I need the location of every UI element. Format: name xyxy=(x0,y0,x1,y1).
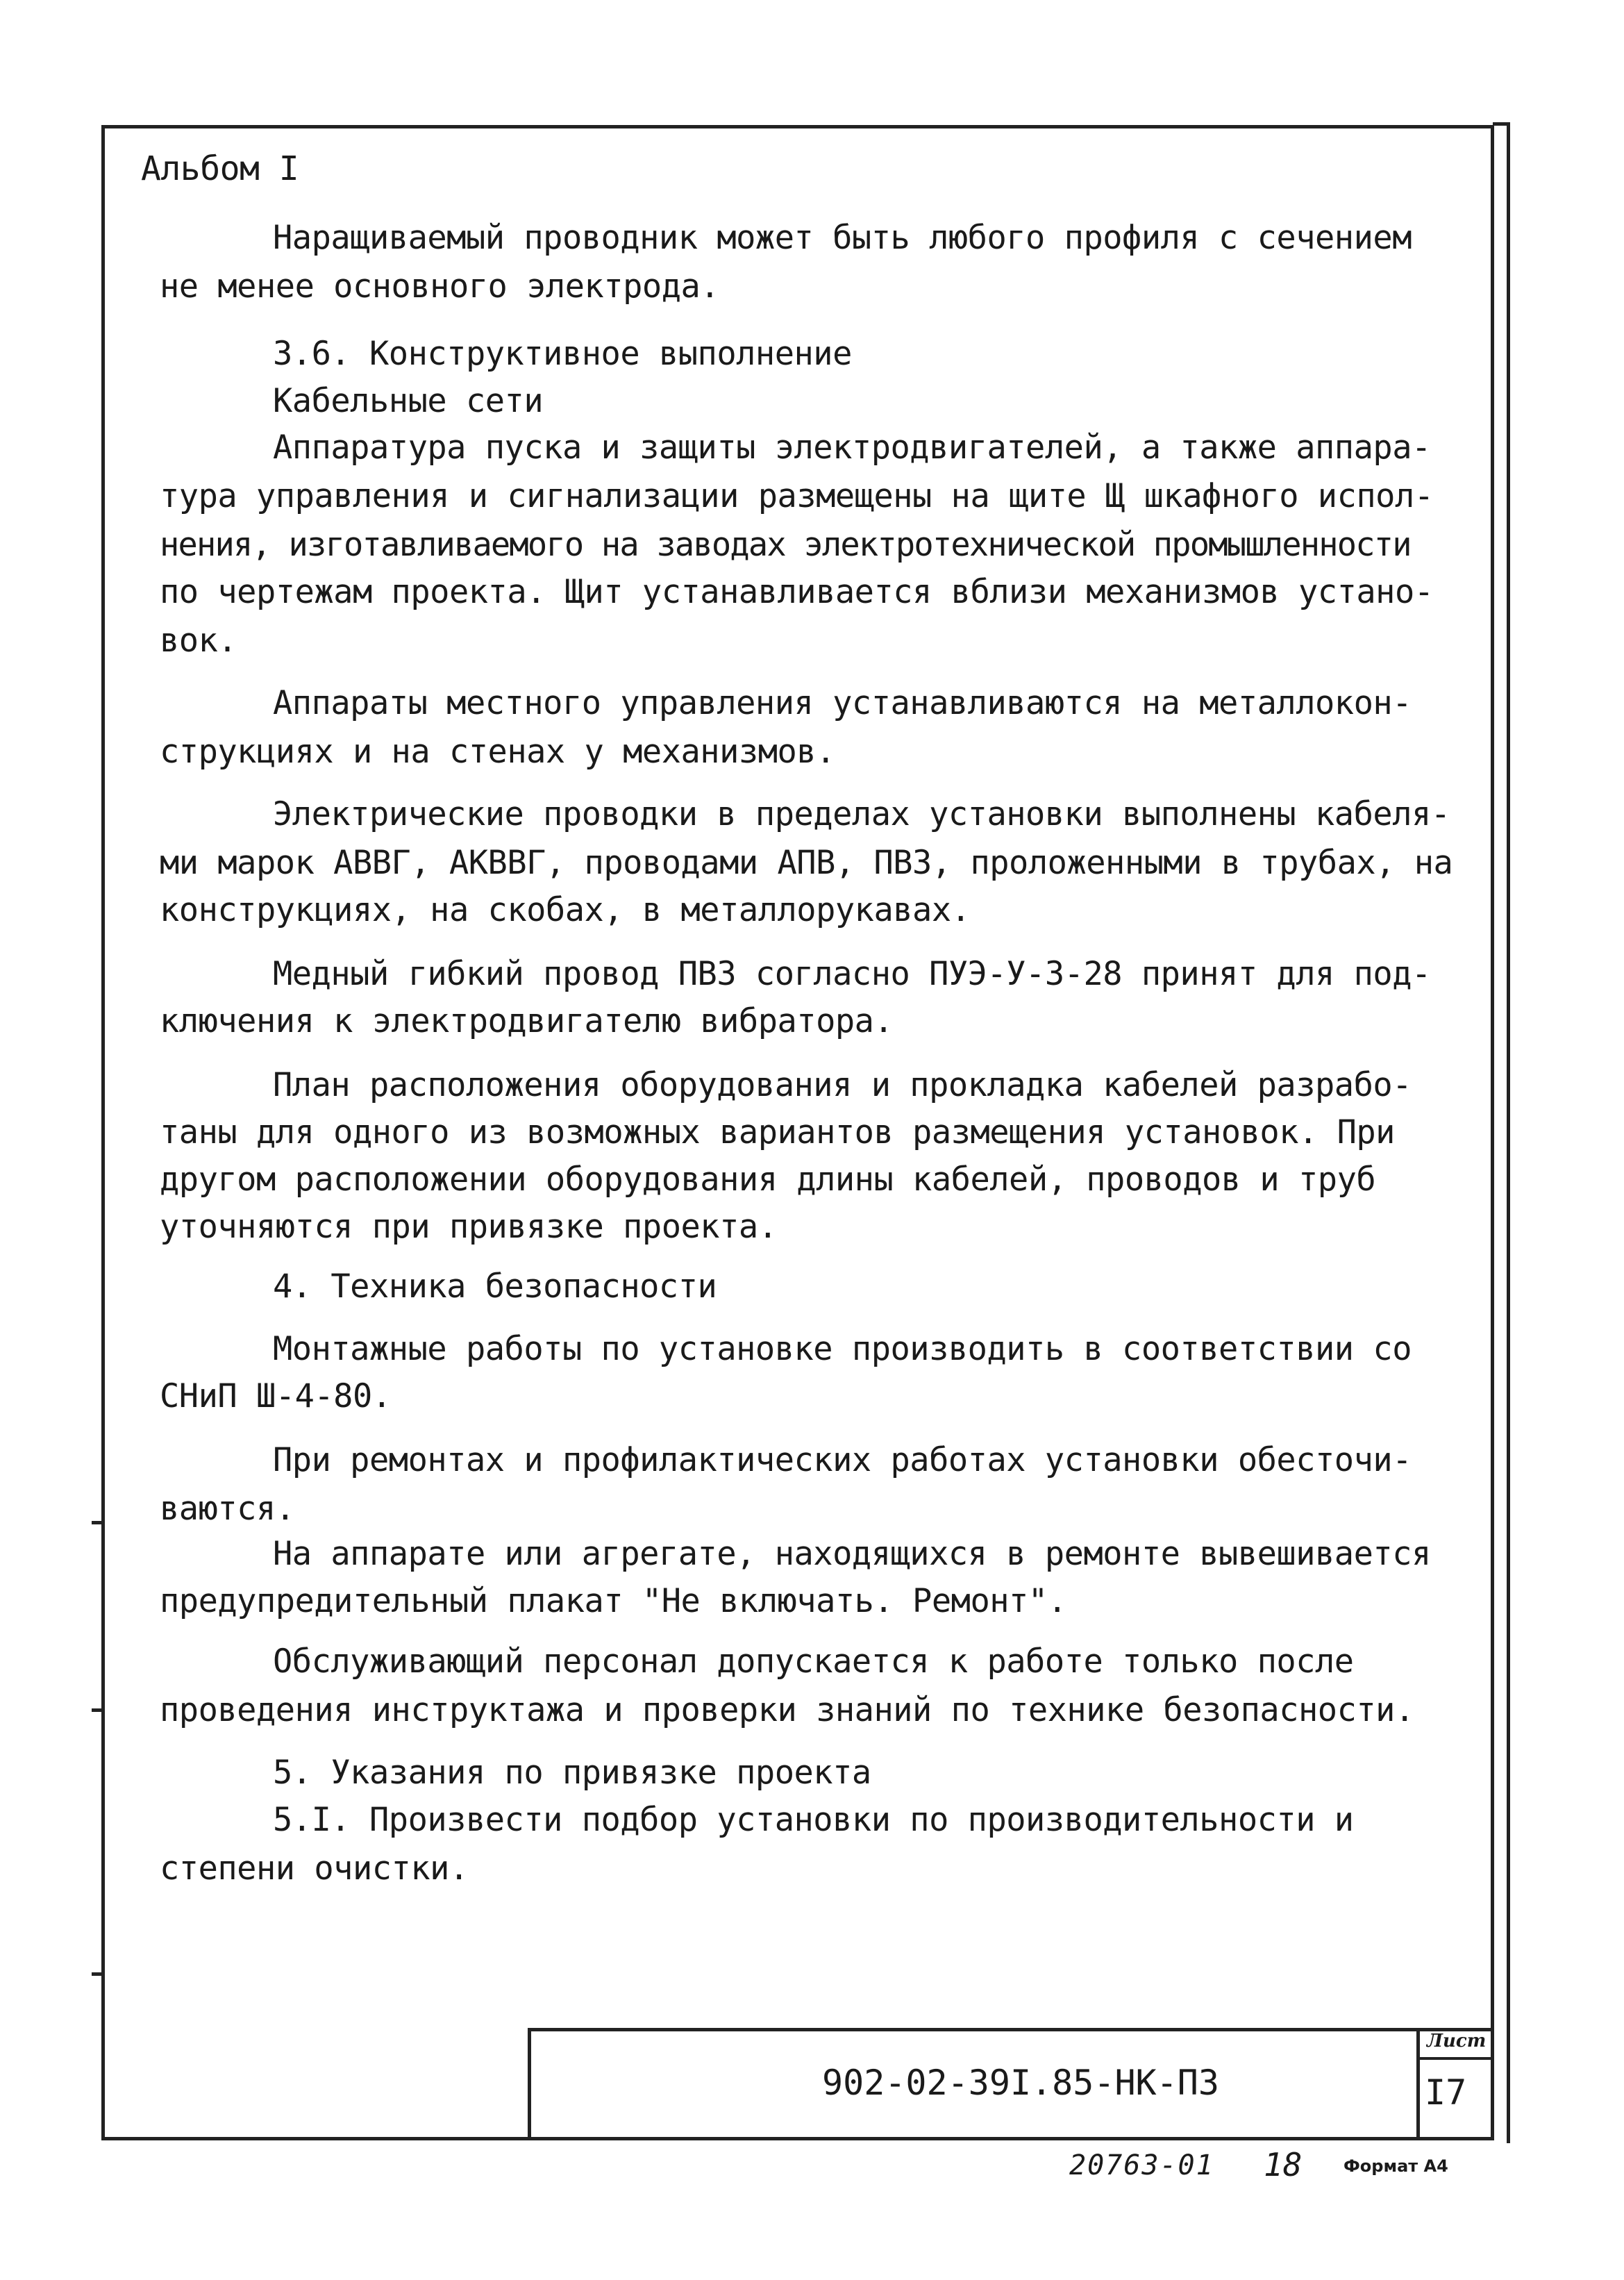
section-heading: 4. Техника безопасности xyxy=(273,1267,717,1306)
text-line: вок. xyxy=(160,622,237,660)
binding-mark xyxy=(92,1708,103,1712)
text-line: предупредительный плакат "Не включать. Ремонт". xyxy=(160,1582,1067,1620)
text-line: не менее основного электрода. xyxy=(160,267,720,306)
text-line: другом расположении оборудования длины кабелей, проводов и труб xyxy=(160,1160,1376,1199)
text-line: струкциях и на стенах у механизмов. xyxy=(160,733,835,771)
text-line: Медный гибкий провод ПВЗ согласно ПУЭ-У-3-28 принят для под- xyxy=(273,955,1431,993)
section-heading: 5. Указания по привязке проекта xyxy=(273,1754,871,1792)
sheet-number: I7 xyxy=(1425,2072,1467,2113)
binding-mark xyxy=(92,1972,103,1976)
page-number: 18 xyxy=(1264,2146,1303,2183)
text-line: ключения к электродвигателю вибратора. xyxy=(160,1002,894,1040)
text-line: Электрические проводки в пределах установки выполнены кабеля- xyxy=(273,795,1450,833)
text-line: конструкциях, на скобах, в металлорукавах. xyxy=(160,891,971,929)
text-line: Аппараты местного управления устанавливаются на металлокон- xyxy=(273,684,1412,722)
sheet-label: Лист xyxy=(1427,2031,1487,2052)
section-heading: 3.6. Конструктивное выполнение xyxy=(273,335,852,373)
text-line: ваются. xyxy=(160,1490,295,1528)
binding-mark xyxy=(92,1521,103,1524)
text-line: Обслуживающий персонал допускается к работе только после xyxy=(273,1642,1354,1681)
text-line: СНиП Ш-4-80. xyxy=(160,1377,392,1415)
text-line: На аппарате или агрегате, находящихся в ремонте вывешивается xyxy=(273,1535,1431,1573)
text-line: ми марок АВВГ, АКВВГ, проводами АПВ, ПВЗ, проложенными в трубах, на xyxy=(160,844,1453,882)
format-label: Формат А4 xyxy=(1343,2156,1448,2176)
inventory-number: 20763-01 xyxy=(1069,2149,1214,2181)
document-code: 902-02-39I.85-НК-ПЗ xyxy=(822,2063,1219,2103)
right-margin-rule xyxy=(1507,122,1510,2143)
text-line: План расположения оборудования и прокладка кабелей разрабо- xyxy=(273,1066,1412,1104)
text-line: Монтажные работы по установке производить в соответствии со xyxy=(273,1330,1412,1368)
text-line: Аппаратура пуска и защиты электродвигателей, а также аппара- xyxy=(273,428,1431,467)
text-line: Наращиваемый проводник может быть любого профиля с сечением xyxy=(273,219,1412,257)
album-title: Альбом I xyxy=(141,149,299,188)
text-line: степени очистки. xyxy=(160,1849,469,1888)
text-line: нения, изготавливаемого на заводах электротехнической промышленности xyxy=(160,526,1411,564)
text-line: проведения инструктажа и проверки знаний по технике безопасности. xyxy=(160,1691,1414,1729)
sheet-cell-divider xyxy=(1416,2028,1420,2140)
text-line: тура управления и сигнализации размещены на щите Щ шкафного испол- xyxy=(160,477,1434,515)
top-rule-extension xyxy=(1493,122,1510,126)
text-line: таны для одного из возможных вариантов размещения установок. При xyxy=(160,1113,1395,1151)
text-line: При ремонтах и профилактических работах установки обесточи- xyxy=(273,1441,1412,1479)
text-line: 5.I. Произвести подбор установки по производительности и xyxy=(273,1801,1354,1839)
sheet-label-divider xyxy=(1416,2057,1494,2060)
subsection-heading: Кабельные сети xyxy=(273,382,544,420)
text-line: уточняются при привязке проекта. xyxy=(160,1208,778,1246)
text-line: по чертежам проекта. Щит устанавливается вблизи механизмов устано- xyxy=(160,573,1434,611)
